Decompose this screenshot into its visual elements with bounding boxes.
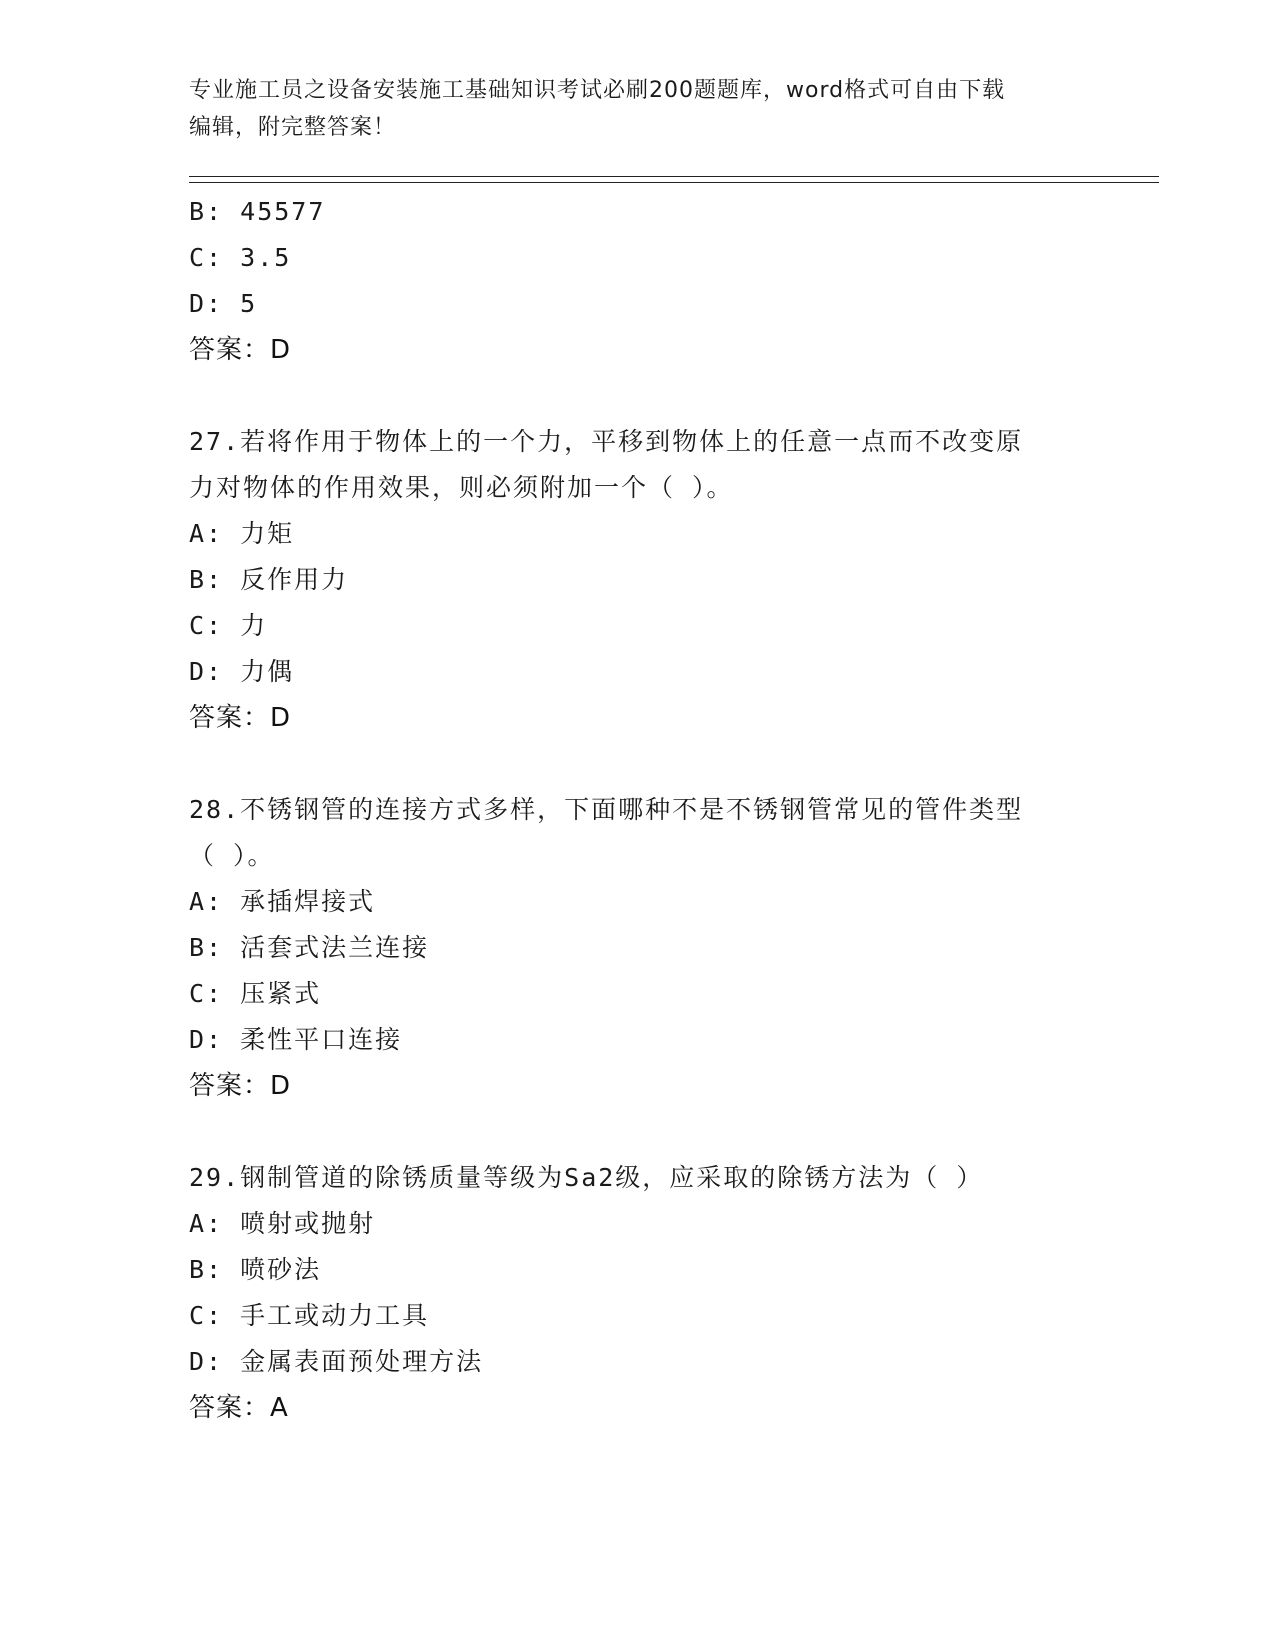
answer: 答案：D: [189, 1071, 292, 1101]
option-c: C: 3.5: [189, 243, 292, 272]
question-stem-line-1: 29.钢制管道的除锈质量等级为Sa2级，应采取的除锈方法为（ ）: [189, 1163, 984, 1192]
spacer: [189, 373, 1089, 419]
question-stem: [189, 787, 1079, 879]
option-a: A: 喷射或抛射: [189, 1209, 376, 1238]
answer: 答案：A: [189, 1393, 289, 1423]
document-header: [189, 72, 1089, 146]
option-d: D: 金属表面预处理方法: [189, 1347, 484, 1376]
option-d: D: 柔性平口连接: [189, 1025, 403, 1054]
option-c: C: 力: [189, 611, 268, 640]
question-list: [189, 189, 1089, 1431]
option-a: A: 承插焊接式: [189, 887, 376, 916]
option-d: D: 5: [189, 289, 258, 318]
question-stem: [189, 1155, 1079, 1201]
option-b: B: 喷砂法: [189, 1255, 322, 1284]
option-c: C: 压紧式: [189, 979, 322, 1008]
question-26: [189, 189, 1089, 373]
question-stem-line-1: 28.不锈钢管的连接方式多样，下面哪种不是不锈钢管常见的管件类型: [189, 795, 1024, 824]
option-b: B: 反作用力: [189, 565, 349, 594]
question-stem-line-2: （ ）。: [189, 841, 275, 870]
question-stem-line-2: 力对物体的作用效果，则必须附加一个（ ）。: [189, 473, 734, 502]
header-divider-top: [189, 176, 1159, 177]
spacer: [189, 741, 1089, 787]
option-d: D: 力偶: [189, 657, 295, 686]
spacer: [189, 1109, 1089, 1155]
question-29: [189, 1155, 1089, 1431]
answer: 答案：D: [189, 335, 292, 365]
option-c: C: 手工或动力工具: [189, 1301, 430, 1330]
header-divider-bottom: [189, 182, 1159, 183]
option-b: B: 45577: [189, 197, 326, 226]
question-28: [189, 787, 1089, 1109]
option-b: B: 活套式法兰连接: [189, 933, 430, 962]
header-title-line-2: 编辑，附完整答案！: [189, 115, 397, 140]
option-a: A: 力矩: [189, 519, 295, 548]
header-title-line-1: 专业施工员之设备安装施工基础知识考试必刷200题题库，word格式可自由下载: [189, 78, 1006, 103]
question-stem: [189, 419, 1079, 511]
question-27: [189, 419, 1089, 741]
answer: 答案：D: [189, 703, 292, 733]
question-stem-line-1: 27.若将作用于物体上的一个力，平移到物体上的任意一点而不改变原: [189, 427, 1024, 456]
